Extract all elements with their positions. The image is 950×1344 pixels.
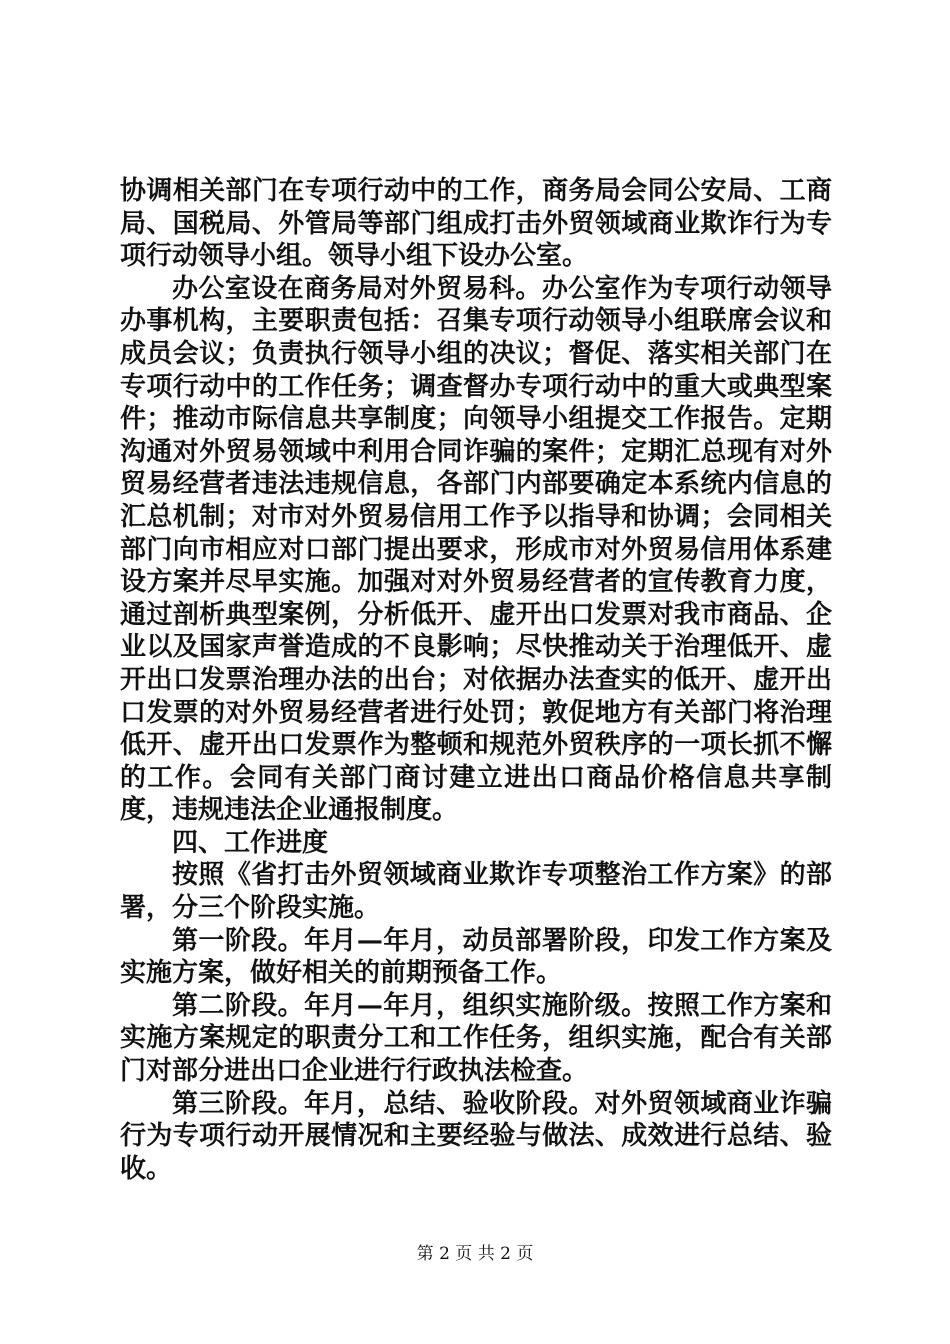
document-body [120, 175, 832, 1185]
paragraph-three-stages: 按照《省打击外贸领域商业欺诈专项整治工作方案》的部署，分三个阶段实施。 [120, 860, 832, 924]
page-number-label: 第 2 页 共 2 页 [416, 1244, 534, 1264]
paragraph-stage-three: 第三阶段。年月，总结、验收阶段。对外贸领域商业诈骗行为专项行动开展情况和主要经验与做法、成效进行总结、验收。 [120, 1088, 832, 1184]
paragraph-leading-continuation: 协调相关部门在专项行动中的工作，商务局会同公安局、工商局、国税局、外管局等部门组成打击外贸领域商业欺诈行为专项行动领导小组。领导小组下设办公室。 [120, 176, 832, 272]
section-heading-work-progress: 四、工作进度 [172, 827, 329, 858]
page-footer [0, 1243, 950, 1265]
paragraph-stage-two: 第二阶段。年月—年月，组织实施阶级。按照工作方案和实施方案规定的职责分工和工作任务，组织实施，配合有关部门对部分进出口企业进行行政执法检查。 [120, 990, 832, 1087]
paragraph-office-duties: 办公室设在商务局对外贸易科。办公室作为专项行动领导办事机构，主要职责包括：召集专项行动领导小组联席会议和成员会议；负责执行领导小组的决议；督促、落实相关部门在专项行动中的工作任务；调查督办专项行动中的重大或典型案件；推动市际信息共享制度；向领导小组提交工作报告。定期沟通对外贸易领域中利用合同诈骗的案件；定期汇总现有对外贸易经营者违法违规信息，各部门内部要确定本系统内信息的汇总机制；对市对外贸易信用工作予以指导和协调；会同相关部门向市相应对口部门提出要求，形成市对外贸易信用体系建设方案并尽早实施。加强对对外贸易经营者的宣传教育力度，通过剖析典型案例，分析低开、虚开出口发票对我市商品、企业以及国家声誉造成的不良影响；尽快推动关于治理低开、虚开出口发票治理办法的出台；对依据办法查实的低开、虚开出口发票的对外贸易经营者进行处罚；敦促地方有关部门将治理低开、虚开出口发票作为整顿和规范外贸秩序的一项长抓不懈的工作。会同有关部门商讨建立进出口商品价格信息共享制度，违规违法企业通报制度。 [120, 273, 832, 826]
paragraph-stage-one: 第一阶段。年月—年月，动员部署阶段，印发工作方案及实施方案，做好相关的前期预备工作。 [120, 925, 832, 989]
